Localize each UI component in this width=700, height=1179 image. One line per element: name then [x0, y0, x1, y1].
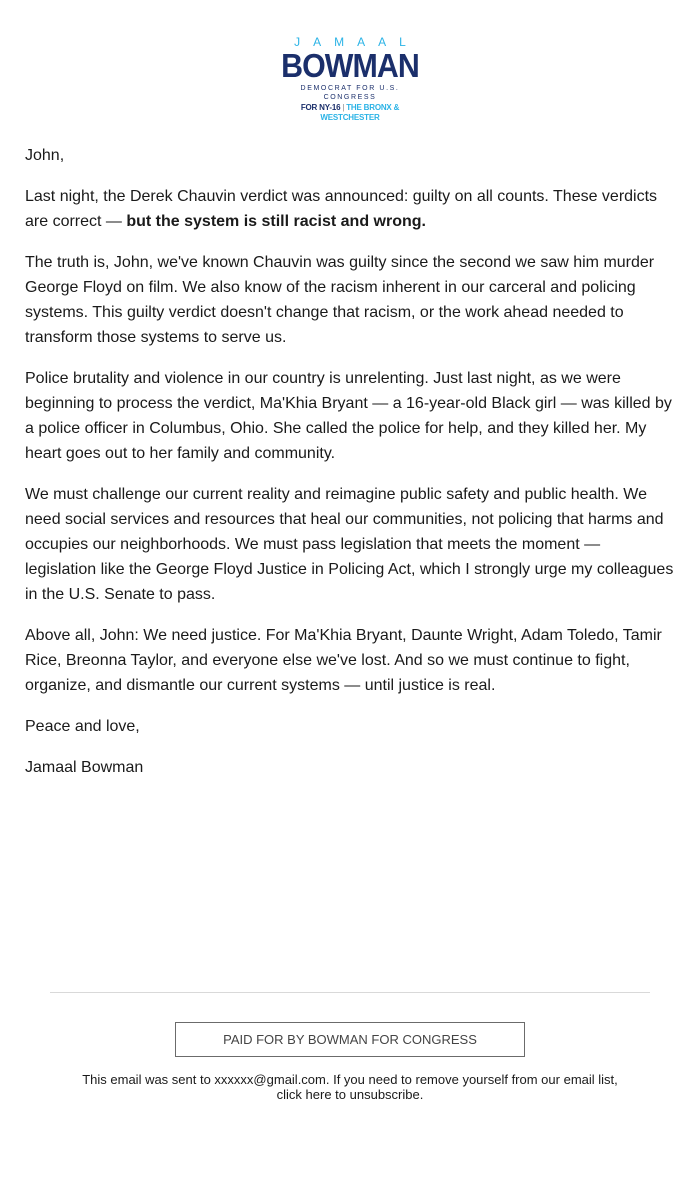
- logo-place: THE BRONX & WESTCHESTER: [320, 103, 400, 122]
- logo-district-line: [275, 103, 425, 123]
- campaign-logo: [0, 36, 700, 125]
- signature: Jamaal Bowman: [25, 759, 144, 776]
- paid-for-disclaimer: PAID FOR BY BOWMAN FOR CONGRESS: [175, 1022, 525, 1057]
- logo-wordmark: [275, 36, 425, 123]
- letter-body: [25, 143, 675, 796]
- footer-divider: [50, 992, 650, 993]
- logo-last-name: BOWMAN: [281, 47, 419, 84]
- paragraph-verdict-emphasis: but the system is still racist and wrong.: [126, 213, 426, 230]
- sent-to-text: This email was sent to xxxxxx@gmail.com. If you need to remove yourself from our email list,: [82, 1072, 618, 1087]
- logo-subtitle: DEMOCRAT FOR U.S. CONGRESS: [300, 85, 400, 101]
- logo-separator: |: [342, 103, 345, 112]
- unsubscribe-link[interactable]: click here to unsubscribe.: [276, 1087, 424, 1102]
- logo-district: FOR NY-16: [300, 103, 341, 112]
- paragraph-truth: The truth is, John, we've known Chauvin was guilty since the second we saw him murder George Floyd on film. We also know of the racism inherent in our carceral and policing systems. This guilty verdict doesn't change that racism, or the work ahead needed to transform those systems to serve us.: [25, 254, 655, 346]
- greeting: John,: [25, 147, 65, 164]
- paragraph-challenge: We must challenge our current reality and reimagine public safety and public health. We need social services and resources that heal our communities, not policing that harms and occupies our neighborhoods. We must pass legislation that meets the moment — legislation like the George Floyd Justice in Policing Act, which I strongly urge my colleagues in the U.S. Senate to pass.: [25, 486, 674, 603]
- closing: Peace and love,: [25, 718, 140, 735]
- paragraph-verdict: [25, 184, 675, 234]
- paragraph-brutality: Police brutality and violence in our country is unrelenting. Just last night, as we were beginning to process the verdict, Ma'Khia Bryant — a 16-year-old Black girl — was killed by a police officer in Columbus, Ohio. She called the police for help, and they killed her. My heart goes out to her family and community.: [25, 370, 672, 462]
- logo-first-name: JAMAAL: [294, 35, 419, 49]
- paragraph-justice: Above all, John: We need justice. For Ma'Khia Bryant, Daunte Wright, Adam Toledo, Tamir Rice, Breonna Taylor, and everyone else we've lost. And so we must continue to fight, organize, and dismantle our current systems — until justice is real.: [25, 627, 662, 694]
- footer-note: [40, 1072, 660, 1102]
- paragraph-verdict-text: Last night, the Derek Chauvin verdict was announced: guilty on all counts. These verdicts are correct —: [25, 188, 658, 230]
